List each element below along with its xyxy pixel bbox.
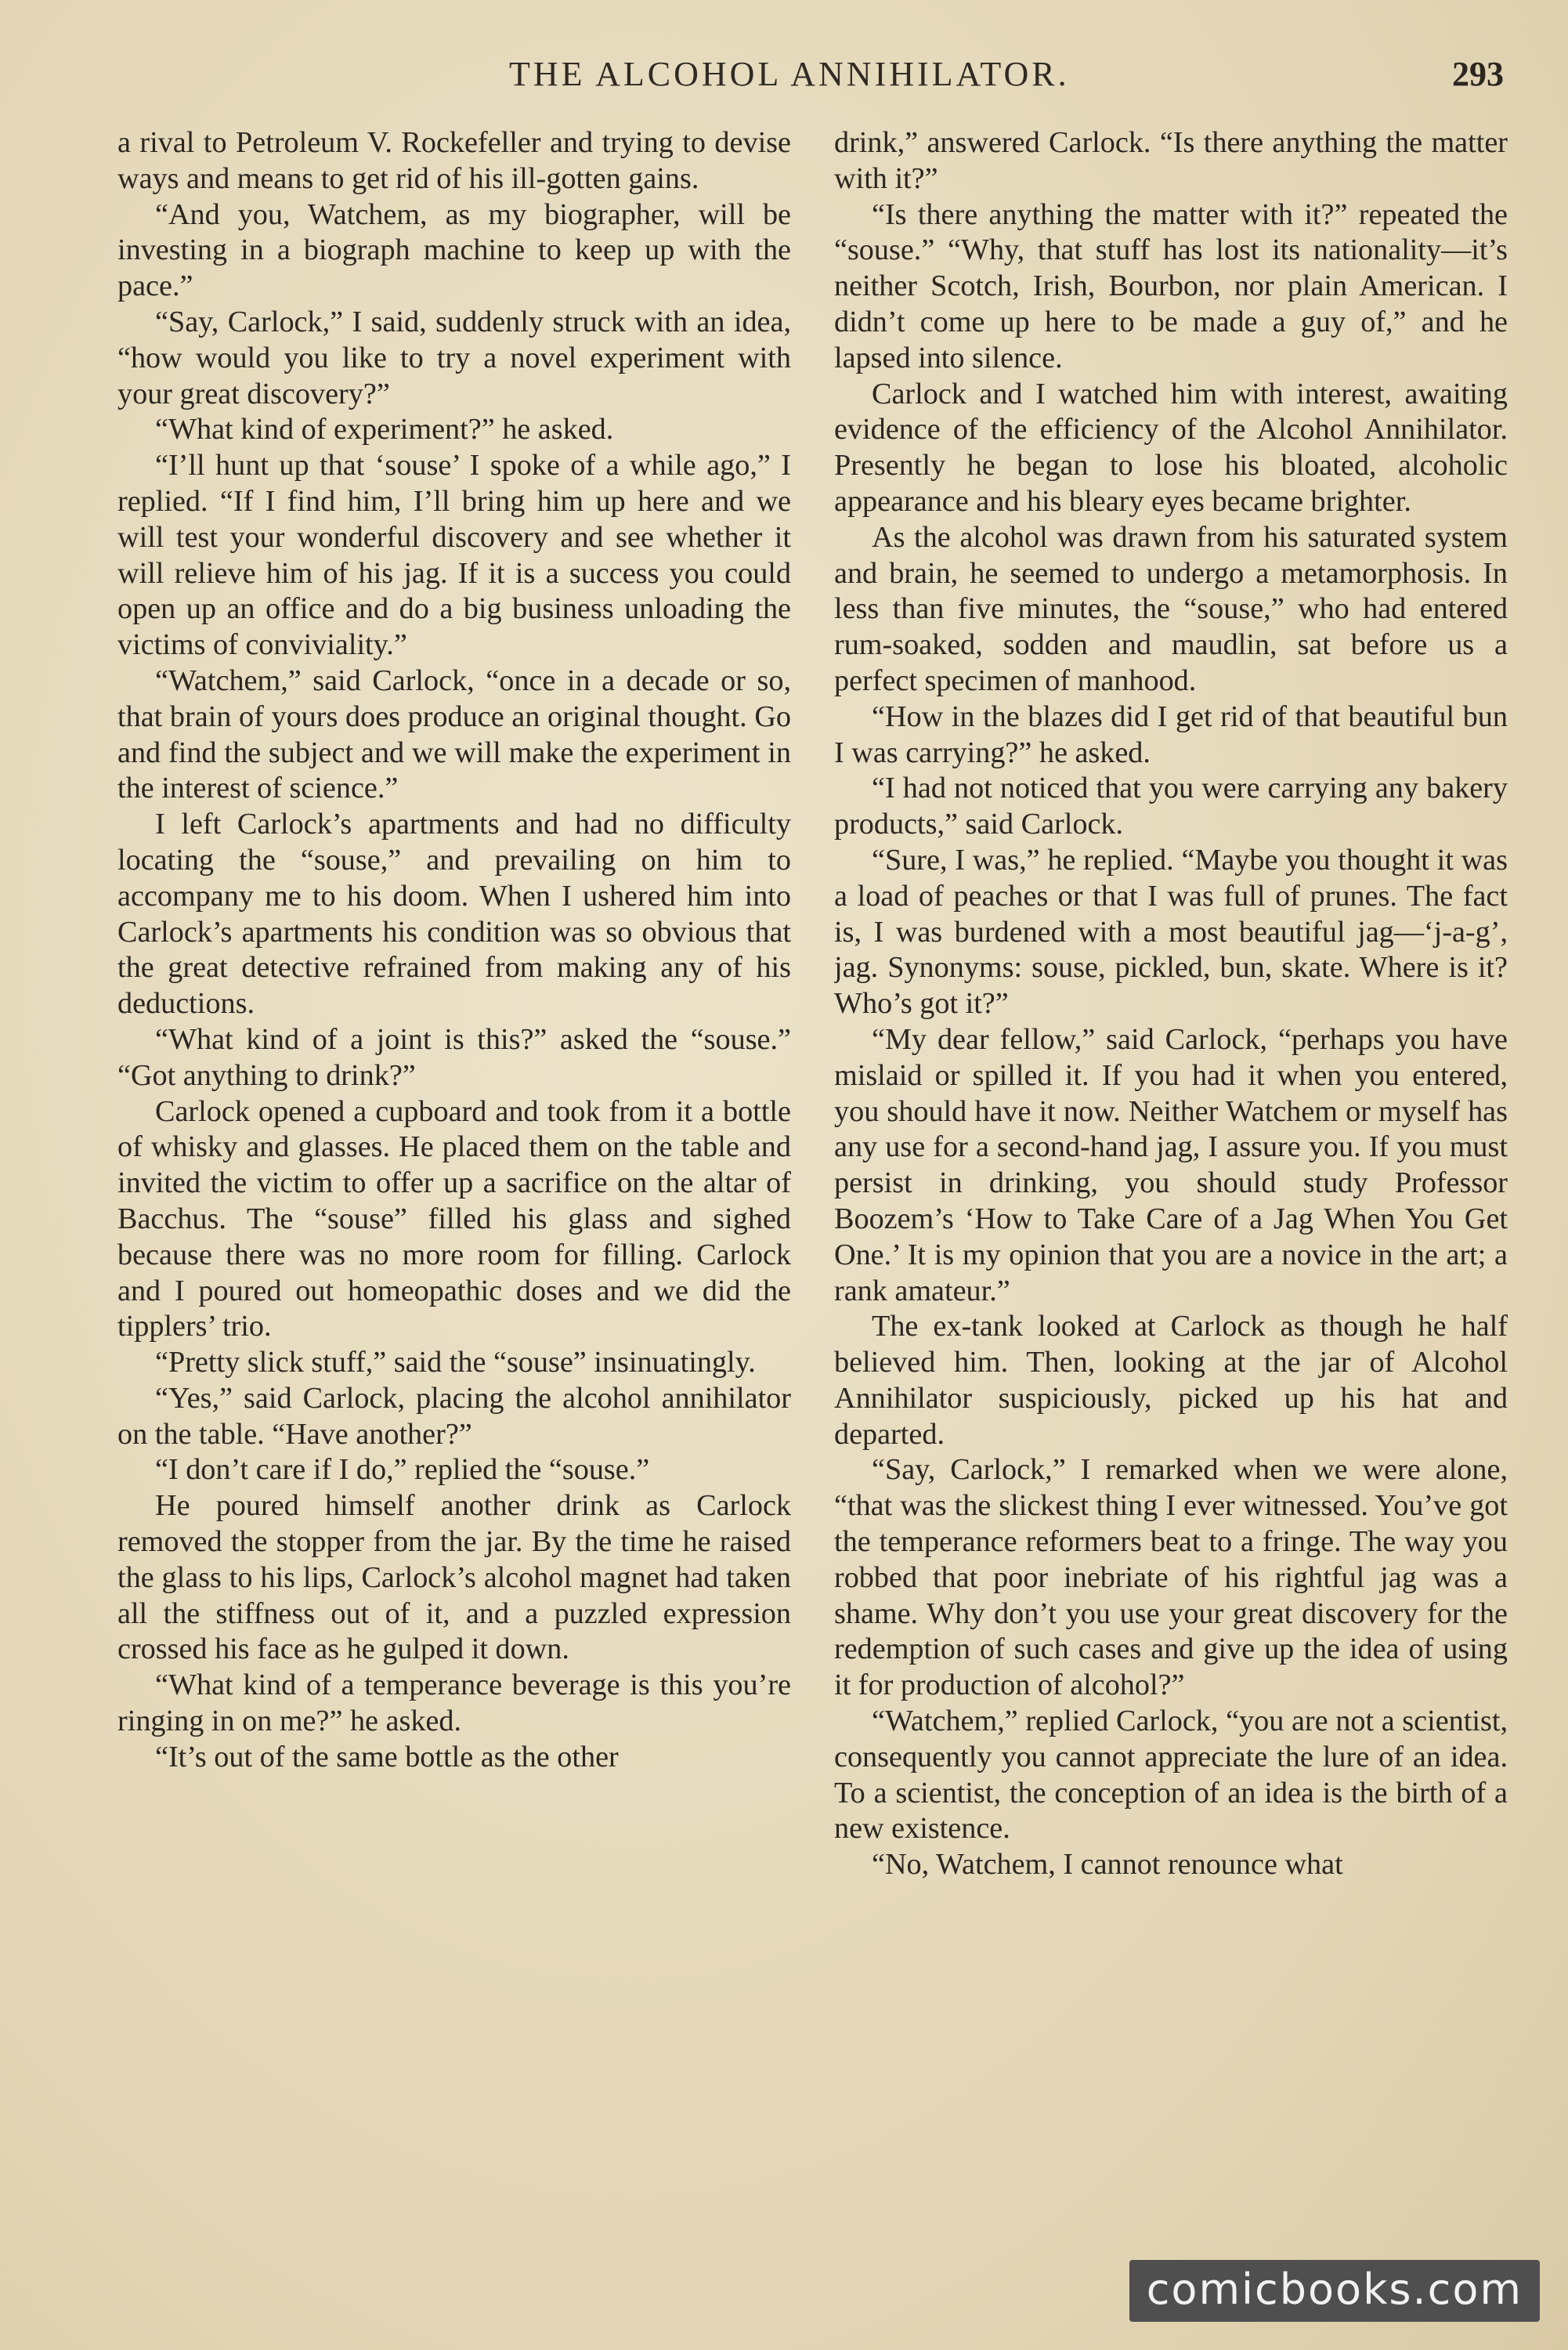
paragraph: As the alcohol was drawn from his saturated system and brain, he seemed to undergo a metamorphosis. In less than five minutes, the “souse,” who had entered rum-soaked, sodden and maudlin, sat before us a perfect specimen of manhood. xyxy=(834,520,1508,697)
paragraph: “How in the blazes did I get rid of that beautiful bun I was carrying?” he asked. xyxy=(834,700,1508,769)
watermark-logo: comicbooks.com xyxy=(1129,2260,1540,2322)
paragraph: Carlock and I watched him with interest, awaiting evidence of the efficiency of the Alcohol Annihilator. Presently he began to lose his bloated, alcoholic appearance and his bleary eyes became brighter. xyxy=(834,377,1508,518)
paragraph: The ex-tank looked at Carlock as though he half believed him. Then, looking at the jar of Alcohol Annihilator suspiciously, picked up his hat and departed. xyxy=(834,1310,1508,1451)
paragraph: “No, Watchem, I cannot renounce what xyxy=(872,1848,1343,1882)
paragraph: “What kind of a joint is this?” asked the “souse.” “Got anything to drink?” xyxy=(117,1022,791,1092)
paragraph: “What kind of experiment?” he asked. xyxy=(155,413,614,446)
paragraph: “Watchem,” said Carlock, “once in a decade or so, that brain of yours does produce an original thought. Go and find the subject and we will make the experiment in the interest of science.” xyxy=(117,663,791,805)
paragraph: “It’s out of the same bottle as the other xyxy=(155,1740,619,1773)
running-title: THE ALCOHOL ANNIHILATOR. xyxy=(509,55,1070,93)
right-column xyxy=(834,125,1508,2209)
paragraph: “Is there anything the matter with it?” repeated the “souse.” “Why, that stuff has lost its nationality—it’s neither Scotch, Irish, Bourbon, nor plain American. I didn’t come up here to be made a guy of,” and he lapsed into silence. xyxy=(834,197,1508,374)
paragraph: Carlock opened a cupboard and took from it a bottle of whisky and glasses. He placed them on the table and invited the victim to offer up a sacrifice on the altar of Bacchus. The “souse” filled his glass and sighed because there was no more room for filling. Carlock and I poured out homeopathic doses and we did the tipplers’ trio. xyxy=(117,1094,791,1343)
paragraph: “Say, Carlock,” I remarked when we were alone, “that was the slickest thing I ever witnessed. You’ve got the temperance reformers beat to a fringe. The way you robbed that poor inebriate of his rightful jag was a shame. Why don’t you use your great discovery for the redemption of such cases and give up the idea of using it for production of alcohol?” xyxy=(834,1453,1508,1702)
paragraph: “Sure, I was,” he replied. “Maybe you thought it was a load of peaches or that I was full of prunes. The fact is, I was burdened with a most beautiful jag—‘j-a-g’, jag. Synonyms: souse, pickled, bun, skate. Where is it? Who’s got it?” xyxy=(834,843,1508,1021)
paragraph: drink,” answered Carlock. “Is there anything the matter with it?” xyxy=(834,126,1508,195)
left-column xyxy=(117,125,791,2209)
paragraph: I left Carlock’s apartments and had no difficulty locating the “souse,” and prevailing on him to accompany me to his doom. When I ushered him into Carlock’s apartments his condition was so obvious that the great detective refrained from making any of his deductions. xyxy=(117,808,791,1021)
paragraph: “Watchem,” replied Carlock, “you are not a scientist, consequently you cannot appreciate the lure of an idea. To a scientist, the conception of an idea is the birth of a new existence. xyxy=(834,1705,1508,1846)
page-header xyxy=(117,47,1512,102)
paragraph: “I don’t care if I do,” replied the “souse.” xyxy=(155,1453,650,1487)
paragraph: “My dear fellow,” said Carlock, “perhaps you have mislaid or spilled it. If you had it when you entered, you should have it now. Neither Watchem or myself has any use for a second-hand jag, I assure you. If you must persist in drinking, you should study Professor Boozem’s ‘How to Take Care of a Jag When You Get One.’ It is my opinion that you are a novice in the art; a rank amateur.” xyxy=(834,1022,1508,1307)
paragraph: He poured himself another drink as Carlock removed the stopper from the jar. By the time he raised the glass to his lips, Carlock’s alcohol magnet had taken all the stiffness out of it, and a puzzled expression crossed his face as he gulped it down. xyxy=(117,1489,791,1666)
page-number: 293 xyxy=(1452,55,1504,93)
paragraph: “What kind of a temperance beverage is this you’re ringing in on me?” he asked. xyxy=(117,1668,791,1738)
paragraph: “Say, Carlock,” I said, suddenly struck with an idea, “how would you like to try a novel experiment with your great discovery?” xyxy=(117,305,791,410)
paragraph: “I’ll hunt up that ‘souse’ I spoke of a while ago,” I replied. “If I find him, I’ll bring him up here and we will test your wonderful discovery and see whether it will relieve him of his jag. If it is a success you could open up an office and do a big business unloading the victims of conviviality.” xyxy=(117,449,791,662)
paragraph: a rival to Petroleum V. Rockefeller and trying to devise ways and means to get rid of his ill-gotten gains. xyxy=(117,126,791,195)
paragraph: “I had not noticed that you were carrying any bakery products,” said Carlock. xyxy=(834,772,1508,841)
paragraph: “And you, Watchem, as my biographer, will be investing in a biograph machine to keep up with the pace.” xyxy=(117,197,791,303)
paragraph: “Yes,” said Carlock, placing the alcohol annihilator on the table. “Have another?” xyxy=(117,1381,791,1451)
paragraph: “Pretty slick stuff,” said the “souse” insinuatingly. xyxy=(155,1346,756,1379)
